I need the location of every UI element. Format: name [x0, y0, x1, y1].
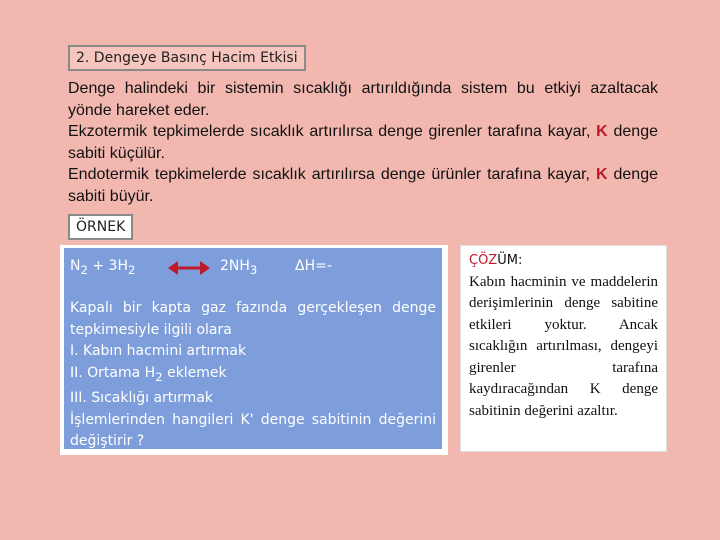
question-stem: Kapalı bir kapta gaz fazında gerçekleşen denge tepkimesiyle ilgili olara — [70, 300, 436, 338]
intro-p3-end: denge sabiti büyür. — [68, 166, 659, 205]
reactants — [70, 258, 135, 277]
option-3: III. Sıcaklığı artırmak — [70, 390, 214, 407]
solution-text — [469, 250, 658, 422]
equilibrium-arrow-icon — [168, 260, 210, 276]
reaction-equation — [70, 258, 436, 278]
option-2-end: eklemek — [162, 364, 227, 381]
solution-card — [460, 245, 667, 452]
option-2-subscript: 2 — [155, 369, 163, 384]
intro-paragraph-1: Denge halindeki bir sistemin sıcaklığı artırıldığında sistem bu etkiyi azaltacak yönde hareket eder. — [68, 80, 658, 119]
section-title: 2. Dengeye Basınç Hacim Etkisi — [68, 45, 306, 71]
question-text — [70, 298, 436, 453]
n2-subscript: 2 — [80, 262, 88, 277]
solution-label — [469, 253, 522, 268]
option-2-text: II. Ortama H — [70, 364, 156, 381]
solution-label-b: ÜM — [497, 253, 518, 268]
nh3: 2NH — [220, 258, 250, 274]
question-card — [60, 245, 448, 455]
option-1: I. Kabın hacmini artırmak — [70, 343, 247, 360]
intro-p2-end: denge sabiti küçülür. — [68, 123, 658, 162]
n2: N — [70, 258, 81, 274]
h2-subscript: 2 — [127, 262, 136, 277]
example-label: ÖRNEK — [68, 214, 133, 240]
nh3-subscript: 3 — [249, 262, 258, 277]
h2: + 3H — [87, 258, 128, 274]
enthalpy-change: ΔH=- — [295, 258, 332, 274]
intro-paragraph-3 — [68, 164, 658, 207]
question-prompt: İşlemlerinden hangileri K' denge sabitinin değerini değiştirir ? — [70, 411, 436, 450]
question-panel — [64, 248, 442, 449]
intro-p2-text: Ekzotermik tepkimelerde sıcaklık artırılırsa denge girenler tarafına kayar, — [68, 123, 597, 140]
intro-paragraph-2 — [68, 121, 658, 164]
option-2 — [70, 363, 436, 388]
k-symbol: K — [596, 123, 608, 140]
intro-p3-text: Endotermik tepkimelerde sıcaklık artırılırsa denge ürünler tarafına kayar, — [68, 166, 596, 183]
products — [220, 258, 257, 277]
k-symbol: K — [595, 166, 608, 183]
solution-label-c: : — [517, 253, 523, 268]
solution-label-a: ÇÖZ — [469, 253, 498, 268]
solution-body: Kabın hacminin ve maddelerin derişimlerinin denge sabitine etkileri yoktur. Ancak sıcaklığın artırılması, dengeyi girenler tarafına kaydıracağından K denge sabitinin değerini azaltır. — [469, 273, 658, 419]
intro-text — [68, 78, 658, 207]
